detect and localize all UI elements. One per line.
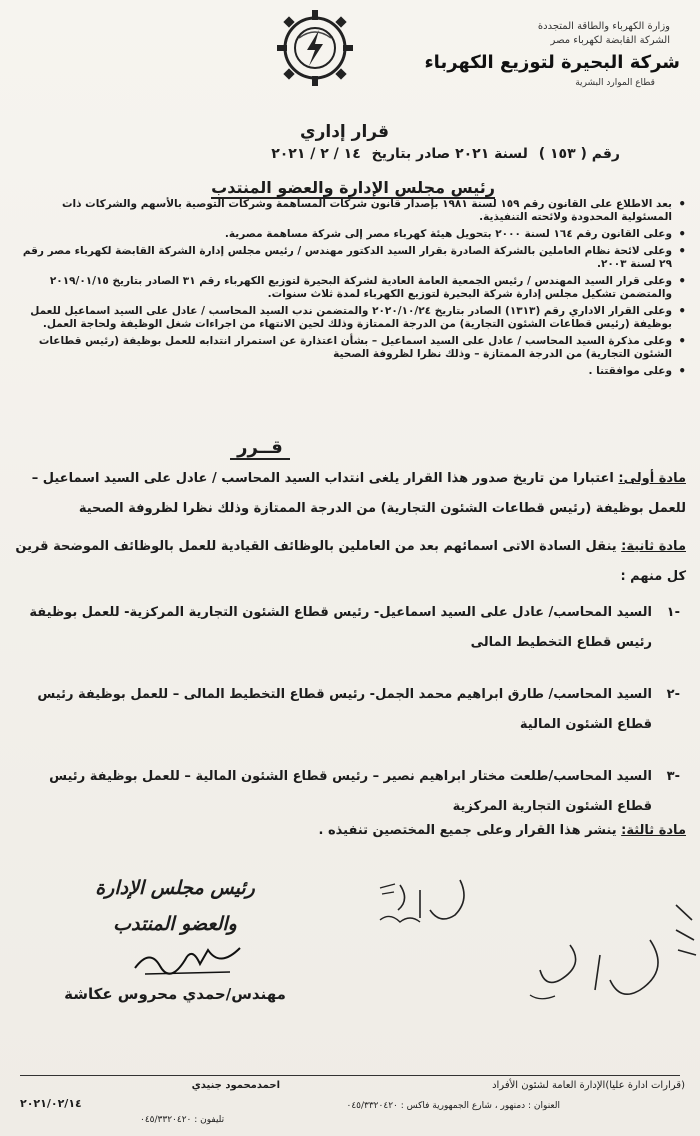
list-item-number: -٢	[666, 687, 680, 702]
list-item	[10, 762, 686, 822]
list-item-number: -١	[666, 605, 680, 620]
article-three-text: ينشر هذا القرار وعلى جميع المختصين تنفيذه .	[318, 823, 622, 838]
signature-title-line1: رئيس مجلس الإدارة	[95, 877, 255, 899]
article-one	[10, 464, 686, 524]
decision-number: رقم ( ١٥٣ )	[538, 146, 620, 162]
preamble-item: • وعلى مذكرة السيد المحاسب / عادل على السيد اسماعيل – بشأن اعتذارة عن استمرار انتدابه للعمل بوظيفة (رئيس قطاعات الشئون التجارية) من الدرجة الممتازة – وذلك نظرا لظروفة الصحية	[10, 335, 686, 361]
company-name: شركة البحيرة لتوزيع الكهرباء	[424, 52, 680, 73]
decision-title: قرار إداري	[300, 122, 389, 142]
board-heading: رئيس مجلس الإدارة والعضو المنتدب	[211, 178, 495, 197]
footer-origin: (قرارات ادارة عليا)الإدارة العامة لشئون الأفراد	[492, 1080, 685, 1091]
handwritten-initials-icon	[360, 870, 490, 930]
header-ministry-block	[450, 20, 670, 48]
preamble-list	[10, 198, 686, 382]
article-two-label: مادة ثانية:	[621, 539, 686, 554]
decision-year: لسنة ٢٠٢١ صادر بتاريخ	[371, 146, 528, 162]
preamble-item: • وعلى القرار الاداري رقم (١٣١٣) الصادر بتاريخ ٢٠٢٠/١٠/٢٤ والمتضمن ندب السيد المحاسب / عادل على السيد اسماعيل للعمل بوظيفة (رئيس قطاعات الشئون التجارية) من الدرجة الممتازة وذلك لحين الانتهاء من اجراءات شغل الوظيفة ولحاجة العمل.	[10, 305, 686, 331]
handwritten-annotation-icon	[500, 930, 680, 1010]
footer-address: العنوان : دمنهور ، شارع الجمهورية فاكس : ٠٤٥/٣٣٢٠٤٢٠	[346, 1101, 560, 1111]
article-one-text: اعتبارا من تاريخ صدور هذا القرار يلغى انتداب السيد المحاسب / عادل على السيد اسماعيل – للعمل بوظيفة (رئيس قطاعات الشئون التجارية) من الدرجة الممتازة وذلك نظرا لظروفة الصحية	[31, 471, 686, 516]
company-gear-logo-icon	[275, 8, 355, 88]
list-item-text: السيد المحاسب/ عادل على السيد اسماعيل- رئيس قطاع الشئون التجارية المركزية- للعمل بوظيفة رئيس قطاع التخطيط المالى	[29, 605, 652, 650]
signature-title-line2: والعضو المنتدب	[113, 913, 237, 935]
article-three-label: مادة ثالثة:	[621, 823, 686, 838]
footer-author: احمدمحمود جنيدي	[191, 1080, 280, 1091]
article-one-label: مادة أولى:	[618, 471, 686, 486]
article-two	[10, 532, 686, 592]
handwritten-margin-mark-icon	[672, 900, 700, 960]
ministry-name: وزارة الكهرباء والطاقة المتجددة	[537, 21, 670, 32]
handwritten-signature-icon	[130, 938, 250, 978]
signatory-name: مهندس/حمدي محروس عكاشة	[64, 985, 286, 1003]
transfer-list	[10, 598, 686, 844]
preamble-item: • وعلى موافقتنا .	[10, 365, 686, 378]
list-item-text: السيد المحاسب/ طارق ابراهيم محمد الجمل- رئيس قطاع التخطيط المالى – للعمل بوظيفة رئيس قطاع الشئون المالية	[37, 687, 652, 732]
list-item	[10, 680, 686, 740]
article-two-text: ينقل السادة الاتى اسمائهم بعد من العاملين بالوظائف القيادية للعمل بالوظائف الموضحة قرين كل منهم :	[15, 539, 686, 584]
decision-date: ١٤ / ٢ / ٢٠٢١	[271, 146, 361, 162]
footer-date: ٢٠٢١/٠٢/١٤	[20, 1097, 82, 1110]
sector-name: قطاع الموارد البشرية	[575, 78, 655, 88]
list-item-number: -٣	[666, 769, 680, 784]
preamble-item: • بعد الاطلاع على القانون رقم ١٥٩ لسنة ١٩٨١ بإصدار قانون شركات المساهمة وشركات التوصية بالأسهم والشركات ذات المسئولية المحدودة ولائحته التنفيذية.	[10, 198, 686, 224]
footer-divider	[20, 1075, 680, 1076]
preamble-item: • وعلى القانون رقم ١٦٤ لسنة ٢٠٠٠ بتحويل هيئة كهرباء مصر إلى شركة مساهمة مصرية.	[10, 228, 686, 241]
list-item-text: السيد المحاسب/طلعت مختار ابراهيم نصير – رئيس قطاع الشئون المالية – للعمل بوظيفة رئيس قطاع الشئون التجارية المركزية	[49, 769, 652, 814]
holding-company-name: الشركة القابضة لكهرباء مصر	[550, 35, 670, 46]
footer-phone: تليفون : ٠٤٥/٣٣٢٠٤٢٠	[140, 1115, 225, 1125]
article-three	[10, 816, 686, 846]
decides-heading: قــرر	[230, 438, 290, 460]
preamble-item: • وعلى لائحة نظام العاملين بالشركة الصادرة بقرار السيد الدكتور مهندس / رئيس مجلس إدارة الشركة القابضة لكهرباء مصر رقم ٢٩ لسنة ٢٠٠٣.	[10, 245, 686, 271]
decision-number-line	[60, 146, 620, 162]
list-item	[10, 598, 686, 658]
signature-title	[30, 870, 320, 942]
preamble-item: • وعلى قرار السيد المهندس / رئيس الجمعية العامة العادية لشركة البحيرة لتوزيع الكهرباء رقم ٣١ الصادر بتاريخ ٢٠١٩/٠١/١٥ والمتضمن تشكيل مجلس إدارة شركة البحيرة لتوزيع الكهرباء لمدة ثلاث سنوات.	[10, 275, 686, 301]
